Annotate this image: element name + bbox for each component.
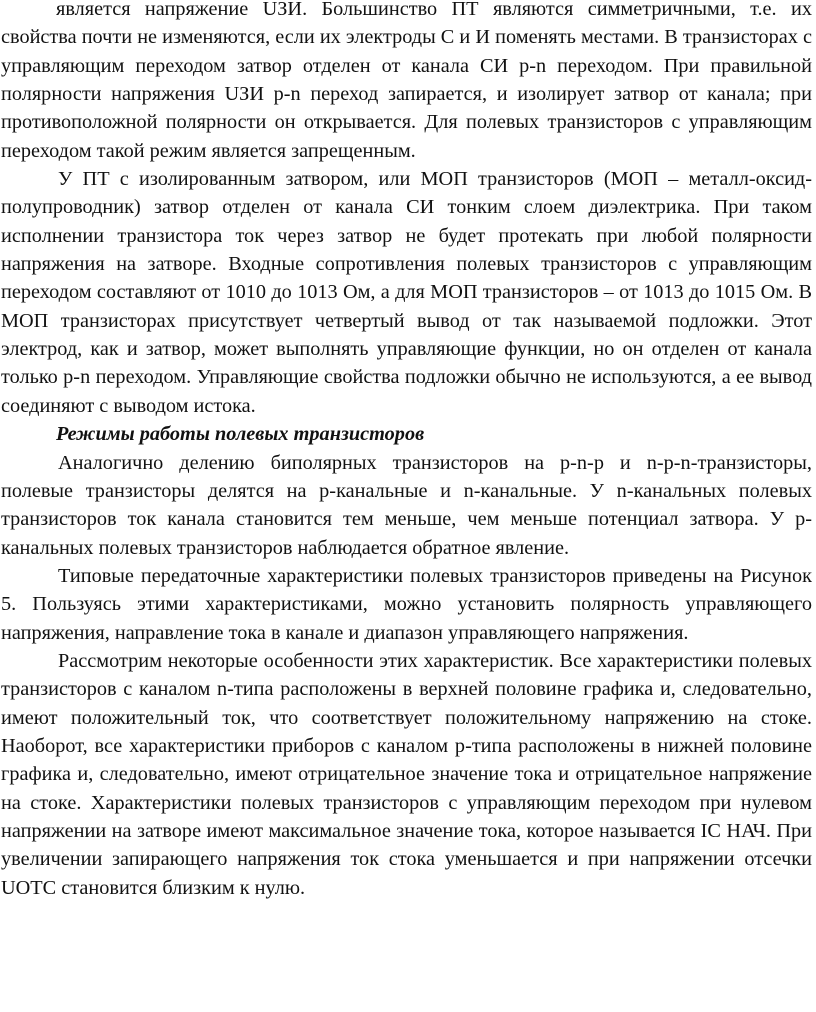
paragraph-characteristics-features: Рассмотрим некоторые особенности этих характеристик. Все характеристики полевых транзисторов с каналом n-типа расположены в верхней половине графика и, следовательно, имеют положительный ток, что соответствует положительному напряжению на стоке. Наоборот, все характеристики приборов с каналом p-типа расположены в нижней половине графика и, следовательно, имеют отрицательное значение тока и отрицательное напряжение на стоке. Характеристики полевых транзисторов с управляющим переходом при нулевом напряжении на затворе имеют максимальное значение тока, которое называется IС НАЧ. При увеличении запирающего напряжения ток стока уменьшается и при напряжении отсечки UОТС становится близким к нулю. <box>1 649 812 899</box>
section-heading: Режимы работы полевых транзисторов <box>56 423 425 446</box>
paragraph-mos-transistors: У ПТ с изолированным затвором, или МОП транзисторов (МОП – металл-оксид-полупроводник) затвор отделен от канала СИ тонким слоем диэлектрика. При таком исполнении транзистора ток через затвор не будет протекать при любой полярности напряжения на затворе. Входные сопротивления полевых транзисторов с управляющим переходом составляют от 1010 до 1013 Ом, а для МОП транзисторов – от 1013 до 1015 Ом. В МОП транзисторах присутствует четвертый вывод от так называемой подложки. Этот электрод, как и затвор, может выполнять управляющие функции, но он отделен от канала только p-n переходом. Управляющие свойства подложки обычно не используются, а ее вывод соединяют с выводом истока. <box>1 168 812 417</box>
paragraph-transfer-characteristics: Типовые передаточные характеристики полевых транзисторов приведены на Рисунок 5. Пользуясь этими характеристиками, можно установить полярность управляющего напряжения, направление тока в канале и диапазон управляющего напряжения. <box>1 564 812 644</box>
paragraph-channel-types: Аналогично делению биполярных транзисторов на p-n-p и n-p-n-транзисторы, полевые транзисторы делятся на p-канальные и n-канальные. У n-канальных полевых транзисторов ток канала становится тем меньше, чем меньше потенциал затвора. У p-канальных полевых транзисторов наблюдается обратное явление. <box>1 451 812 559</box>
paragraph-continuation: является напряжение UЗИ. Большинство ПТ являются симметричными, т.е. их свойства почти не изменяются, если их электроды С и И поменять местами. В транзисторах с управляющим переходом затвор отделен от канала СИ p-n переходом. При правильной полярности напряжения UЗИ p-n переход запирается, и изолирует затвор от канала; при противоположной полярности он открывается. Для полевых транзисторов с управляющим переходом такой режим является запрещенным. <box>1 0 812 162</box>
